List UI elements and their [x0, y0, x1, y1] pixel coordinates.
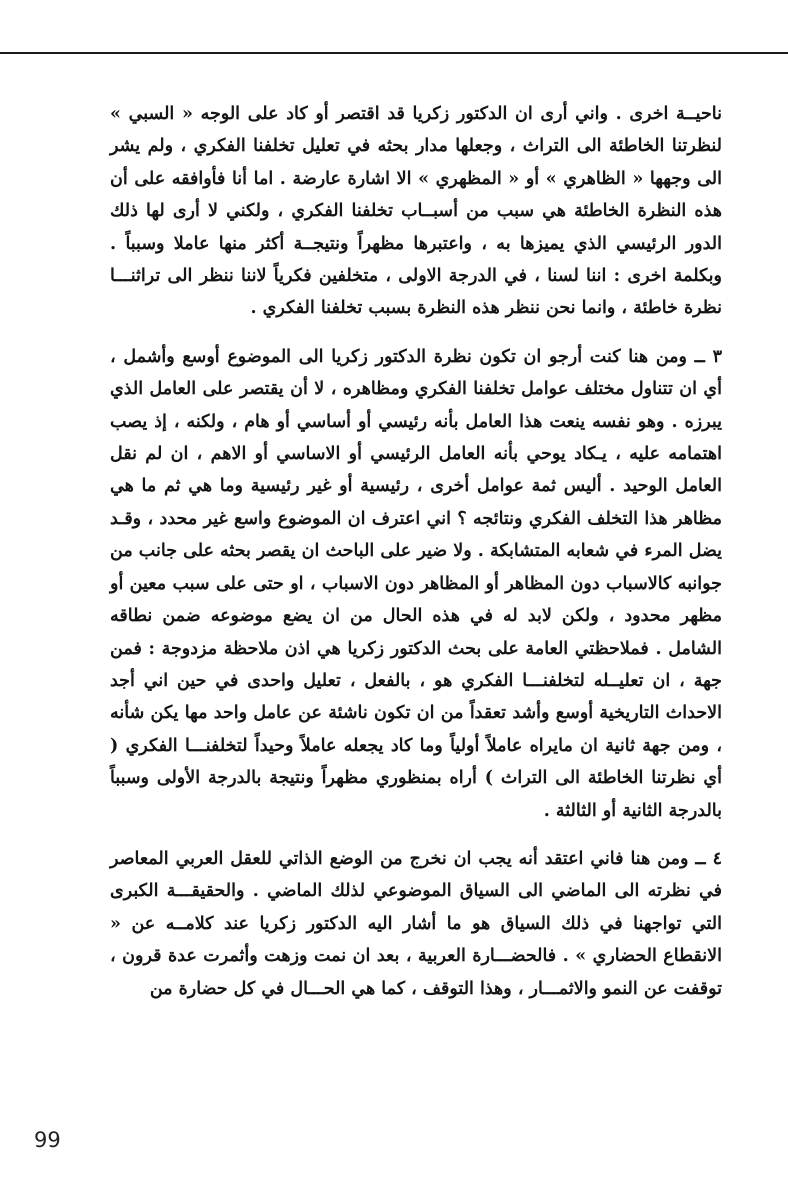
- paragraph-2: ٣ ــ ومن هنا كنت أرجو ان تكون نظرة الدكتور زكريا الى الموضوع أوسع وأشمل ، أي ان تتناول مختلف عوامل تخلفنا الفكري ومظاهره ، لا أن يقتصر على العامل الذي يبرزه . وهو نفسه ينعت هذا العامل بأنه رئيسي أو أساسي أو هام ، ولكنه ، إذ يصب اهتمامه عليه ، يـكاد يوحي بأنه العامل الرئيسي أو الاساسي أو الاهم ، ان لم نقل العامل الوحيد . أليس ثمة عوامل أخرى ، رئيسية أو غير رئيسية وما هي ثم ما هي مظاهر هذا التخلف الفكري ونتائجه ؟ اني اعترف ان الموضوع واسع غير محدد ، وقـد يضل المرء في شعابه المتشابكة . ولا ضير على الباحث ان يقصر بحثه على جانب من جوانبه كالاسباب دون المظاهر أو المظاهر دون الاسباب ، او حتى على سبب معين أو مظهر محدود ، ولكن لابد له في هذه الحال من ان يضع موضوعه ضمن نطاقه الشامل . فملاحظتي العامة على بحث الدكتور زكريا هي اذن ملاحظة مزدوجة : فمن جهة ، ان تعليــله لتخلفنـــا الفكري هو ، بالفعل ، تعليل واحدى في حين اني أجد الاحداث التاريخية أوسع وأشد تعقداً من ان تكون ناشئة عن عامل واحد مها يكن شأنه ، ومن جهة ثانية ان مايراه عاملاً أولياً وما كاد يجعله عاملاً وحيداً لتخلفنـــا الفكري ( أي نظرتنا الخاطئة الى التراث ) أراه بمنظوري مظهراً ونتيجة بالدرجة الأولى وسبباً بالدرجة الثانية أو الثالثة .: [110, 346, 722, 821]
- page-number: 99: [34, 1128, 61, 1152]
- top-rule: [0, 52, 788, 54]
- paragraph-1: ناحيــة اخرى . واني أرى ان الدكتور زكريا قد اقتصر أو كاد على الوجه « السبي » لنظرتنا الخاطئة الى التراث ، وجعلها مدار بحثه في تعليل تخلفنا الفكري ، ولم يشر الى وجهها « الظاهري » أو « المظهري » الا اشارة عارضة . اما أنا فأوافقه على أن هذه النظرة الخاطئة هي سبب من أسبــاب تخلفنا الفكري ، ولكني لا أرى لها ذلك الدور الرئيسي الذي يميزها به ، واعتبرها مظهراً ونتيجــة أكثر منها عاملا وسبباً . وبكلمة اخرى : اننا لسنا ، في الدرجة الاولى ، متخلفين فكرياً لاننا ننظر الى تراثنـــا نظرة خاطئة ، وانما نحن ننظر هذه النظرة بسبب تخلفنا الفكري .: [110, 104, 722, 319]
- page-body-text: [110, 98, 722, 1005]
- paragraph-3: ٤ ــ ومن هنا فاني اعتقد أنه يجب ان نخرج من الوضع الذاتي للعقل العربي المعاصر في نظرته الى الماضي الى السياق الموضوعي لذلك الماضي . والحقيقـــة الكبرى التي تواجهنا في ذلك السياق هو ما أشار اليه الدكتور زكريا عند كلامــه عن « الانقطاع الحضاري » . فالحضـــارة العربية ، بعد ان نمت وزهت وأثمرت عدة قرون ، توقفت عن النمو والاثمـــار ، وهذا التوقف ، كما هي الحـــال في كل حضارة من: [110, 848, 723, 999]
